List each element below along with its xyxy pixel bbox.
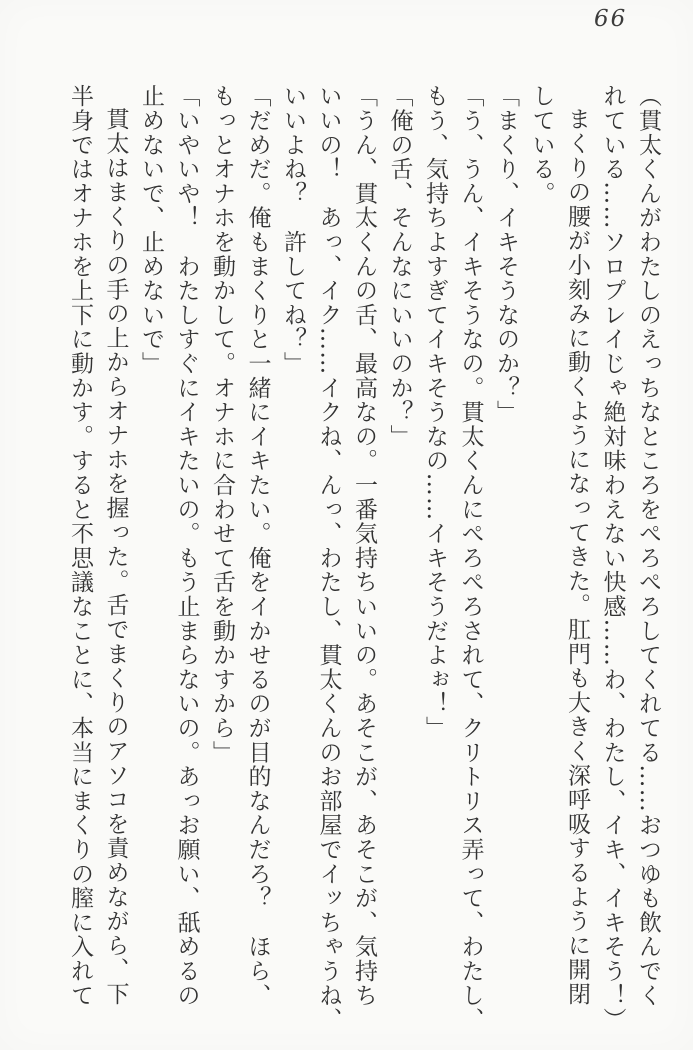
text-line: もう、気持ちよすぎてイキそうなの……イキそうだよぉ！」 bbox=[422, 84, 448, 741]
text-line: 「俺の舌、そんなにいいのか？」 bbox=[386, 84, 413, 449]
text-line: れている……ソロプレイじゃ絶対味わえない快感……わ、わたし、イキ、イキそう！） bbox=[599, 84, 626, 1032]
text-line: 「いやいや！ わたしすぐにイキたいの。もう止まらないの。あっお願い、舐めるの bbox=[173, 84, 200, 1008]
text-line: している。 bbox=[528, 84, 555, 206]
text-line: いいの！ あっ、イク……イクね、んっ、わたし、貫太くんのお部屋でイッちゃうね、 bbox=[315, 84, 342, 1032]
text-line: 半身ではオナホを上下に動かす。すると不思議なことに、本当にまくりの膣に入れて bbox=[67, 84, 93, 1008]
text-block bbox=[62, 84, 666, 1049]
text-line: 「だめだ。俺もまくりと一緒にイキたい。俺をイかせるのが目的なんだろ？ ほら、 bbox=[244, 84, 271, 1008]
text-line: いいよね？ 許してね？」 bbox=[280, 84, 306, 376]
text-line: もっとオナホを動かして。オナホに合わせて舌を動かすから」 bbox=[209, 84, 235, 765]
text-line: 「まくり、イキそうなのか？」 bbox=[493, 84, 519, 425]
text-line: 「うん、貫太くんの舌、最高なの。一番気持ちいいの。あそこが、あそこが、気持ち bbox=[351, 84, 377, 1008]
text-line: まくりの腰が小刻みに動くようになってきた。肛門も大きく深呼吸するように開閉 bbox=[564, 107, 590, 1007]
text-line: 止めないで、止めないで」 bbox=[138, 84, 164, 376]
text-line: （貫太くんがわたしのえっちなところをぺろぺろしてくれてる……おつゆも飲んでく bbox=[635, 84, 661, 1008]
text-line: 貫太はまくりの手の上からオナホを握った。舌でまくりのアソコを責めながら、下 bbox=[102, 107, 129, 1007]
page-number: 66 bbox=[594, 6, 628, 32]
text-line: 「う、うん、イキそうなの。貫太くんにぺろぺろされて、クリトリス弄って、わたし、 bbox=[457, 84, 484, 1032]
